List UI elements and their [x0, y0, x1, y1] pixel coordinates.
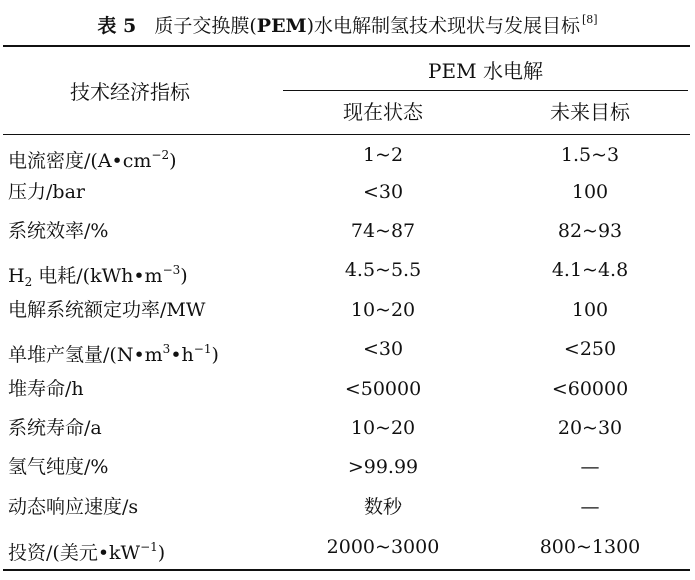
row-label: 电流密度$/(A•cm^{-2})$ [8, 148, 177, 172]
row-current: 10~20 [350, 417, 416, 439]
title-bold: PEM [256, 15, 307, 37]
row-future: 100 [571, 181, 609, 203]
row-future: — [580, 496, 600, 518]
row-current: 2000~3000 [326, 536, 440, 558]
row-future: <250 [563, 338, 617, 360]
row-label: 压力/bar [8, 181, 85, 203]
table-title [154, 15, 580, 37]
table-caption [0, 4, 695, 36]
table-number: 表 5 [97, 15, 137, 37]
row-label: 系统效率/% [8, 220, 109, 242]
row-label: 氢气纯度/% [8, 456, 109, 478]
row-future: 20~30 [557, 417, 623, 439]
title-pre: 质子交换膜( [154, 15, 257, 37]
row-future: 800~1300 [539, 536, 641, 558]
row-future: 82~93 [557, 220, 623, 242]
row-label: 堆寿命/h [8, 378, 84, 400]
header-future: 未来目标 [550, 100, 630, 124]
row-label: 电解系统额定功率/MW [8, 299, 206, 321]
row-current: <50000 [344, 378, 422, 400]
row-label: 投资/(美元$•kW^{-1}$) [8, 540, 166, 564]
row-label: 动态响应速度/s [8, 496, 139, 518]
row-future: — [580, 456, 600, 478]
header-rule [3, 134, 690, 135]
row-label: $H_2$ 电耗$/(kWh•m^{-3})$ [8, 263, 188, 289]
row-label: 系统寿命/a [8, 417, 102, 439]
row-current: <30 [362, 181, 404, 203]
reference-mark: [8] [582, 13, 598, 26]
row-current: >99.99 [347, 456, 419, 478]
row-current: 74~87 [350, 220, 416, 242]
row-future: 1.5~3 [560, 144, 620, 166]
header-indicator: 技术经济指标 [70, 80, 190, 104]
row-current: <30 [362, 338, 404, 360]
row-label: 单堆产氢量$/(N•m^3•h^{-1})$ [8, 342, 219, 366]
row-current: 数秒 [363, 496, 402, 518]
row-future: 100 [571, 299, 609, 321]
row-current: 10~20 [350, 299, 416, 321]
row-future: <60000 [551, 378, 629, 400]
row-future: 4.1~4.8 [551, 259, 629, 281]
header-current: 现在状态 [343, 100, 423, 124]
row-current: 4.5~5.5 [344, 259, 422, 281]
bottom-rule [3, 569, 690, 571]
group-rule [283, 90, 688, 91]
row-current: 1~2 [362, 144, 404, 166]
header-group: PEM 水电解 [428, 59, 543, 83]
top-rule [3, 45, 690, 47]
title-post: )水电解制氢技术现状与发展目标 [306, 15, 581, 37]
